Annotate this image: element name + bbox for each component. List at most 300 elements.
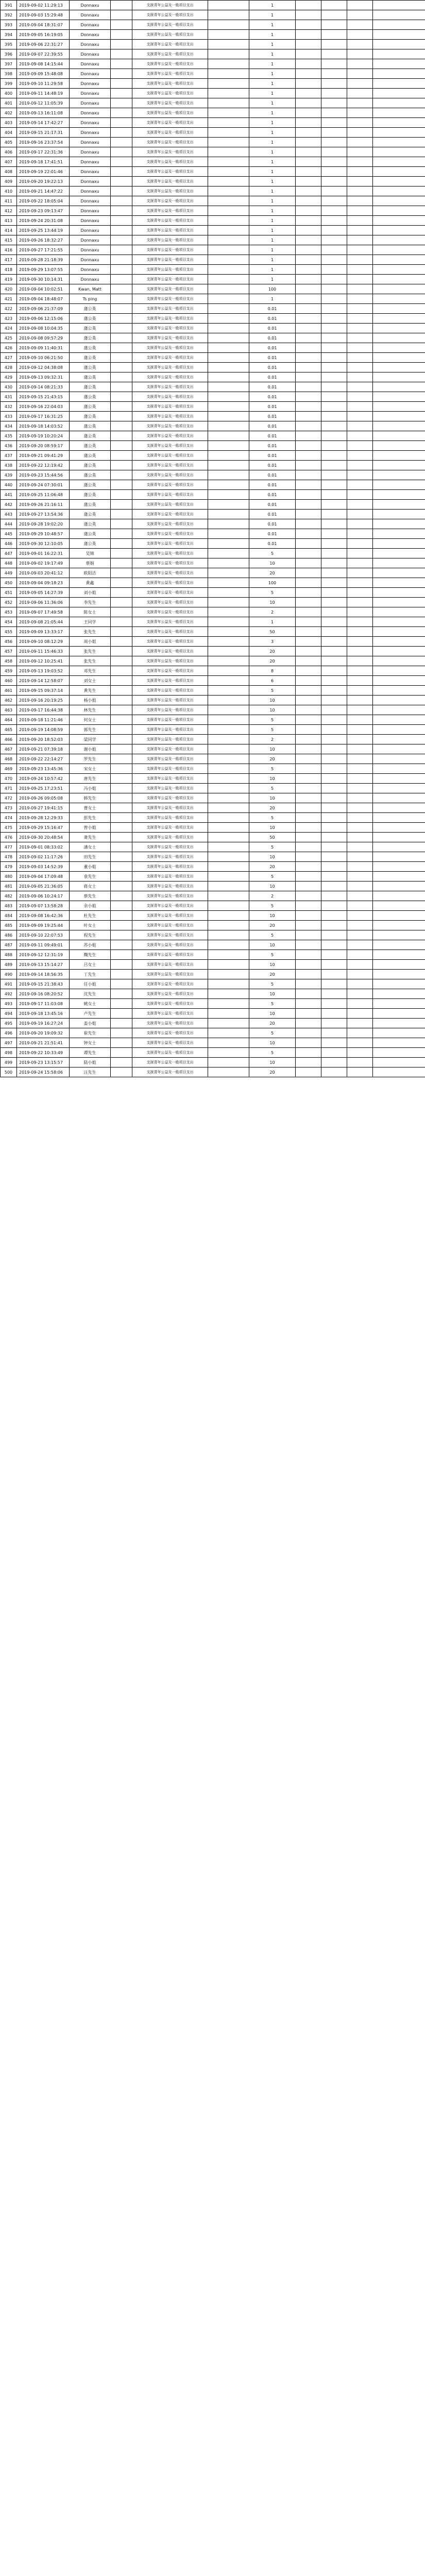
blank-cell <box>373 451 425 461</box>
purpose-cell: 支援青年公益及一般项目支出 <box>132 1019 208 1028</box>
blank-cell <box>347 696 373 705</box>
row-number-cell: 463 <box>1 705 17 715</box>
blank-cell <box>347 598 373 607</box>
blank-cell <box>111 529 132 539</box>
time-cell: 2019-09-24 07:30:01 <box>17 480 70 490</box>
row-number-cell: 397 <box>1 59 17 69</box>
blank-cell <box>321 1058 347 1067</box>
blank-cell <box>321 461 347 470</box>
blank-cell <box>321 921 347 930</box>
blank-cell <box>296 216 321 226</box>
payer-cell: 任小姐 <box>70 979 111 989</box>
ledger-row <box>1 950 425 960</box>
blank-cell <box>296 333 321 343</box>
blank-cell <box>373 69 425 79</box>
blank-cell <box>208 715 249 725</box>
payer-cell: 姚女士 <box>70 999 111 1009</box>
blank-cell <box>208 128 249 138</box>
blank-cell <box>373 793 425 803</box>
amount-cell: 100 <box>249 578 296 588</box>
blank-cell <box>373 882 425 891</box>
blank-cell <box>347 510 373 519</box>
payer-cell: 罗先生 <box>70 754 111 764</box>
row-number-cell: 412 <box>1 206 17 216</box>
payer-cell: 蒲公英 <box>70 470 111 480</box>
amount-cell: 1 <box>249 40 296 49</box>
purpose-cell: 支援青年公益及一般项目支出 <box>132 470 208 480</box>
blank-cell <box>296 20 321 30</box>
blank-cell <box>296 715 321 725</box>
blank-cell <box>373 696 425 705</box>
amount-cell: 1 <box>249 617 296 627</box>
purpose-cell: 支援青年公益及一般项目支出 <box>132 803 208 813</box>
row-number-cell: 487 <box>1 940 17 950</box>
ledger-row <box>1 872 425 882</box>
time-cell: 2019-09-13 19:03:52 <box>17 666 70 676</box>
payer-cell: 曾小姐 <box>70 823 111 833</box>
amount-cell: 5 <box>249 686 296 696</box>
blank-cell <box>347 69 373 79</box>
blank-cell <box>321 882 347 891</box>
time-cell: 2019-09-30 12:10:05 <box>17 539 70 549</box>
ledger-row <box>1 930 425 940</box>
time-cell: 2019-09-26 09:05:08 <box>17 793 70 803</box>
blank-cell <box>373 382 425 392</box>
blank-cell <box>347 20 373 30</box>
amount-cell: 1 <box>249 235 296 245</box>
blank-cell <box>347 607 373 617</box>
blank-cell <box>321 89 347 98</box>
payer-cell: Donnaxu <box>70 177 111 187</box>
blank-cell <box>373 1019 425 1028</box>
purpose-cell: 支援青年公益及一般项目支出 <box>132 656 208 666</box>
blank-cell <box>111 950 132 960</box>
blank-cell <box>208 539 249 549</box>
purpose-cell: 支援青年公益及一般项目支出 <box>132 568 208 578</box>
row-number-cell: 448 <box>1 558 17 568</box>
row-number-cell: 420 <box>1 284 17 294</box>
time-cell: 2019-09-24 20:31:08 <box>17 216 70 226</box>
amount-cell: 0.01 <box>249 441 296 451</box>
ledger-row <box>1 500 425 510</box>
blank-cell <box>296 98 321 108</box>
ledger-row <box>1 402 425 412</box>
blank-cell <box>373 421 425 431</box>
blank-cell <box>111 275 132 284</box>
blank-cell <box>373 676 425 686</box>
row-number-cell: 464 <box>1 715 17 725</box>
blank-cell <box>208 930 249 940</box>
purpose-cell: 支援青年公益及一般项目支出 <box>132 275 208 284</box>
amount-cell: 5 <box>249 725 296 735</box>
payer-cell: Donnaxu <box>70 10 111 20</box>
blank-cell <box>208 950 249 960</box>
payer-cell: 郭先生 <box>70 725 111 735</box>
blank-cell <box>111 30 132 40</box>
ledger-row <box>1 30 425 40</box>
purpose-cell: 支援青年公益及一般项目支出 <box>132 549 208 558</box>
blank-cell <box>296 862 321 872</box>
ledger-row <box>1 392 425 402</box>
blank-cell <box>321 1009 347 1019</box>
amount-cell: 1 <box>249 98 296 108</box>
row-number-cell: 445 <box>1 529 17 539</box>
purpose-cell: 支援青年公益及一般项目支出 <box>132 226 208 235</box>
blank-cell <box>373 441 425 451</box>
blank-cell <box>111 431 132 441</box>
blank-cell <box>111 226 132 235</box>
blank-cell <box>373 979 425 989</box>
blank-cell <box>373 970 425 979</box>
amount-cell: 1 <box>249 157 296 167</box>
blank-cell <box>296 177 321 187</box>
amount-cell: 0.01 <box>249 461 296 470</box>
time-cell: 2019-09-10 08:12:29 <box>17 637 70 647</box>
blank-cell <box>347 79 373 89</box>
time-cell: 2019-09-04 09:18:23 <box>17 578 70 588</box>
time-cell: 2019-09-28 12:29:33 <box>17 813 70 823</box>
amount-cell: 1 <box>249 118 296 128</box>
payer-cell: 陆小姐 <box>70 1058 111 1067</box>
blank-cell <box>373 10 425 20</box>
ledger-row <box>1 823 425 833</box>
blank-cell <box>111 823 132 833</box>
blank-cell <box>321 558 347 568</box>
payer-cell: 袁先生 <box>70 872 111 882</box>
blank-cell <box>208 725 249 735</box>
purpose-cell: 支援青年公益及一般项目支出 <box>132 852 208 862</box>
blank-cell <box>111 803 132 813</box>
blank-cell <box>296 989 321 999</box>
blank-cell <box>373 392 425 402</box>
blank-cell <box>296 392 321 402</box>
blank-cell <box>347 284 373 294</box>
row-number-cell: 399 <box>1 79 17 89</box>
ledger-row <box>1 1038 425 1048</box>
blank-cell <box>296 372 321 382</box>
row-number-cell: 438 <box>1 461 17 470</box>
blank-cell <box>296 245 321 255</box>
blank-cell <box>111 10 132 20</box>
amount-cell: 10 <box>249 911 296 921</box>
amount-cell: 10 <box>249 793 296 803</box>
blank-cell <box>208 245 249 255</box>
row-number-cell: 404 <box>1 128 17 138</box>
amount-cell: 10 <box>249 696 296 705</box>
time-cell: 2019-09-25 13:44:19 <box>17 226 70 235</box>
blank-cell <box>373 598 425 607</box>
blank-cell <box>347 803 373 813</box>
blank-cell <box>111 343 132 353</box>
purpose-cell: 支援青年公益及一般项目支出 <box>132 588 208 598</box>
row-number-cell: 496 <box>1 1028 17 1038</box>
row-number-cell: 451 <box>1 588 17 598</box>
blank-cell <box>347 128 373 138</box>
blank-cell <box>296 999 321 1009</box>
ledger-row <box>1 803 425 813</box>
blank-cell <box>373 911 425 921</box>
ledger-row <box>1 999 425 1009</box>
amount-cell: 0.01 <box>249 529 296 539</box>
blank-cell <box>321 451 347 461</box>
ledger-row <box>1 921 425 930</box>
amount-cell: 5 <box>249 872 296 882</box>
ledger-row <box>1 255 425 265</box>
blank-cell <box>321 353 347 363</box>
time-cell: 2019-09-25 11:06:48 <box>17 490 70 500</box>
blank-cell <box>373 353 425 363</box>
purpose-cell: 支援青年公益及一般项目支出 <box>132 666 208 676</box>
blank-cell <box>296 157 321 167</box>
ledger-row <box>1 686 425 696</box>
blank-cell <box>321 1038 347 1048</box>
payer-cell: 苏小姐 <box>70 940 111 950</box>
blank-cell <box>296 930 321 940</box>
amount-cell: 10 <box>249 1009 296 1019</box>
purpose-cell: 支援青年公益及一般项目支出 <box>132 147 208 157</box>
blank-cell <box>347 549 373 558</box>
ledger-row <box>1 989 425 999</box>
blank-cell <box>321 431 347 441</box>
blank-cell <box>321 118 347 128</box>
blank-cell <box>321 950 347 960</box>
blank-cell <box>373 49 425 59</box>
blank-cell <box>347 255 373 265</box>
blank-cell <box>111 813 132 823</box>
blank-cell <box>208 862 249 872</box>
payer-cell: 蒲公英 <box>70 372 111 382</box>
blank-cell <box>373 255 425 265</box>
row-number-cell: 436 <box>1 441 17 451</box>
purpose-cell: 支援青年公益及一般项目支出 <box>132 930 208 940</box>
payer-cell: Donnaxu <box>70 108 111 118</box>
blank-cell <box>321 500 347 510</box>
blank-cell <box>296 187 321 196</box>
blank-cell <box>111 108 132 118</box>
purpose-cell: 支援青年公益及一般项目支出 <box>132 764 208 774</box>
blank-cell <box>296 627 321 637</box>
purpose-cell: 支援青年公益及一般项目支出 <box>132 833 208 842</box>
blank-cell <box>111 754 132 764</box>
amount-cell: 0.01 <box>249 392 296 402</box>
blank-cell <box>208 40 249 49</box>
row-number-cell: 431 <box>1 392 17 402</box>
blank-cell <box>347 1009 373 1019</box>
payer-cell: 蒲公英 <box>70 529 111 539</box>
blank-cell <box>373 744 425 754</box>
blank-cell <box>296 40 321 49</box>
blank-cell <box>208 764 249 774</box>
row-number-cell: 398 <box>1 69 17 79</box>
payer-cell: 蔡先生 <box>70 891 111 901</box>
ledger-row <box>1 40 425 49</box>
blank-cell <box>321 235 347 245</box>
purpose-cell: 支援青年公益及一般项目支出 <box>132 324 208 333</box>
payer-cell: 蒲公英 <box>70 382 111 392</box>
blank-cell <box>296 118 321 128</box>
payer-cell: 刘小姐 <box>70 588 111 598</box>
blank-cell <box>347 558 373 568</box>
payer-cell: 蒲公英 <box>70 314 111 324</box>
row-number-cell: 488 <box>1 950 17 960</box>
amount-cell: 5 <box>249 764 296 774</box>
blank-cell <box>347 118 373 128</box>
payer-cell: 彭先生 <box>70 813 111 823</box>
blank-cell <box>347 245 373 255</box>
blank-cell <box>208 470 249 480</box>
purpose-cell: 支援青年公益及一般项目支出 <box>132 705 208 715</box>
time-cell: 2019-09-10 06:21:50 <box>17 353 70 363</box>
blank-cell <box>208 979 249 989</box>
amount-cell: 2 <box>249 735 296 744</box>
ledger-row <box>1 265 425 275</box>
blank-cell <box>373 921 425 930</box>
blank-cell <box>347 461 373 470</box>
blank-cell <box>296 882 321 891</box>
blank-cell <box>321 568 347 578</box>
payer-cell: Donnaxu <box>70 98 111 108</box>
amount-cell: 5 <box>249 549 296 558</box>
blank-cell <box>111 59 132 69</box>
blank-cell <box>321 196 347 206</box>
purpose-cell: 支援青年公益及一般项目支出 <box>132 59 208 69</box>
blank-cell <box>373 960 425 970</box>
time-cell: 2019-09-29 15:16:47 <box>17 823 70 833</box>
blank-cell <box>111 294 132 304</box>
blank-cell <box>373 735 425 744</box>
blank-cell <box>347 196 373 206</box>
row-number-cell: 489 <box>1 960 17 970</box>
blank-cell <box>373 803 425 813</box>
blank-cell <box>111 607 132 617</box>
blank-cell <box>208 989 249 999</box>
payer-cell: 杜先生 <box>70 911 111 921</box>
time-cell: 2019-09-16 23:37:54 <box>17 138 70 147</box>
blank-cell <box>208 940 249 950</box>
blank-cell <box>321 813 347 823</box>
blank-cell <box>373 265 425 275</box>
blank-cell <box>296 1067 321 1077</box>
time-cell: 2019-09-27 13:54:36 <box>17 510 70 519</box>
blank-cell <box>296 69 321 79</box>
blank-cell <box>373 1048 425 1058</box>
amount-cell: 0.01 <box>249 363 296 372</box>
blank-cell <box>208 666 249 676</box>
ledger-row <box>1 1009 425 1019</box>
blank-cell <box>347 725 373 735</box>
time-cell: 2019-09-23 09:13:47 <box>17 206 70 216</box>
ledger-row <box>1 314 425 324</box>
blank-cell <box>111 138 132 147</box>
blank-cell <box>373 167 425 177</box>
payer-cell: 梁同学 <box>70 735 111 744</box>
payer-cell: 蔡娟 <box>70 558 111 568</box>
blank-cell <box>208 911 249 921</box>
payer-cell: 欧阳洁 <box>70 568 111 578</box>
ledger-row <box>1 656 425 666</box>
blank-cell <box>321 157 347 167</box>
blank-cell <box>111 89 132 98</box>
row-number-cell: 499 <box>1 1058 17 1067</box>
payer-cell: 卢先生 <box>70 1009 111 1019</box>
blank-cell <box>296 970 321 979</box>
row-number-cell: 446 <box>1 539 17 549</box>
amount-cell: 20 <box>249 656 296 666</box>
blank-cell <box>321 833 347 842</box>
blank-cell <box>373 901 425 911</box>
ledger-row <box>1 578 425 588</box>
row-number-cell: 482 <box>1 891 17 901</box>
blank-cell <box>321 754 347 764</box>
time-cell: 2019-09-08 14:15:44 <box>17 59 70 69</box>
purpose-cell: 支援青年公益及一般项目支出 <box>132 363 208 372</box>
blank-cell <box>208 226 249 235</box>
amount-cell: 1 <box>249 138 296 147</box>
time-cell: 2019-09-07 13:58:28 <box>17 901 70 911</box>
ledger-row <box>1 108 425 118</box>
blank-cell <box>347 402 373 412</box>
purpose-cell: 支援青年公益及一般项目支出 <box>132 519 208 529</box>
blank-cell <box>111 451 132 461</box>
amount-cell: 10 <box>249 852 296 862</box>
blank-cell <box>321 578 347 588</box>
purpose-cell: 支援青年公益及一般项目支出 <box>132 1 208 10</box>
blank-cell <box>321 510 347 519</box>
blank-cell <box>111 490 132 500</box>
blank-cell <box>208 118 249 128</box>
ledger-row <box>1 539 425 549</box>
blank-cell <box>321 1048 347 1058</box>
payer-cell: Donnaxu <box>70 235 111 245</box>
row-number-cell: 459 <box>1 666 17 676</box>
blank-cell <box>111 500 132 510</box>
blank-cell <box>347 970 373 979</box>
amount-cell: 0.01 <box>249 372 296 382</box>
payer-cell: 蒲公英 <box>70 441 111 451</box>
blank-cell <box>373 725 425 735</box>
blank-cell <box>321 30 347 40</box>
time-cell: 2019-09-05 16:19:05 <box>17 30 70 40</box>
purpose-cell: 支援青年公益及一般项目支出 <box>132 715 208 725</box>
time-cell: 2019-09-18 14:03:52 <box>17 421 70 431</box>
blank-cell <box>296 617 321 627</box>
blank-cell <box>208 774 249 784</box>
purpose-cell: 支援青年公益及一般项目支出 <box>132 627 208 637</box>
blank-cell <box>347 1028 373 1038</box>
amount-cell: 1 <box>249 1 296 10</box>
blank-cell <box>208 1067 249 1077</box>
blank-cell <box>373 490 425 500</box>
blank-cell <box>208 558 249 568</box>
blank-cell <box>373 128 425 138</box>
blank-cell <box>296 793 321 803</box>
blank-cell <box>321 294 347 304</box>
blank-cell <box>208 98 249 108</box>
ledger-row <box>1 715 425 725</box>
purpose-cell: 支援青年公益及一般项目支出 <box>132 1067 208 1077</box>
blank-cell <box>373 372 425 382</box>
blank-cell <box>321 696 347 705</box>
ledger-row <box>1 363 425 372</box>
blank-cell <box>321 187 347 196</box>
time-cell: 2019-09-05 14:27:39 <box>17 588 70 598</box>
row-number-cell: 480 <box>1 872 17 882</box>
ledger-row <box>1 138 425 147</box>
time-cell: 2019-09-16 20:19:25 <box>17 696 70 705</box>
purpose-cell: 支援青年公益及一般项目支出 <box>132 216 208 226</box>
blank-cell <box>321 891 347 901</box>
blank-cell <box>347 735 373 744</box>
